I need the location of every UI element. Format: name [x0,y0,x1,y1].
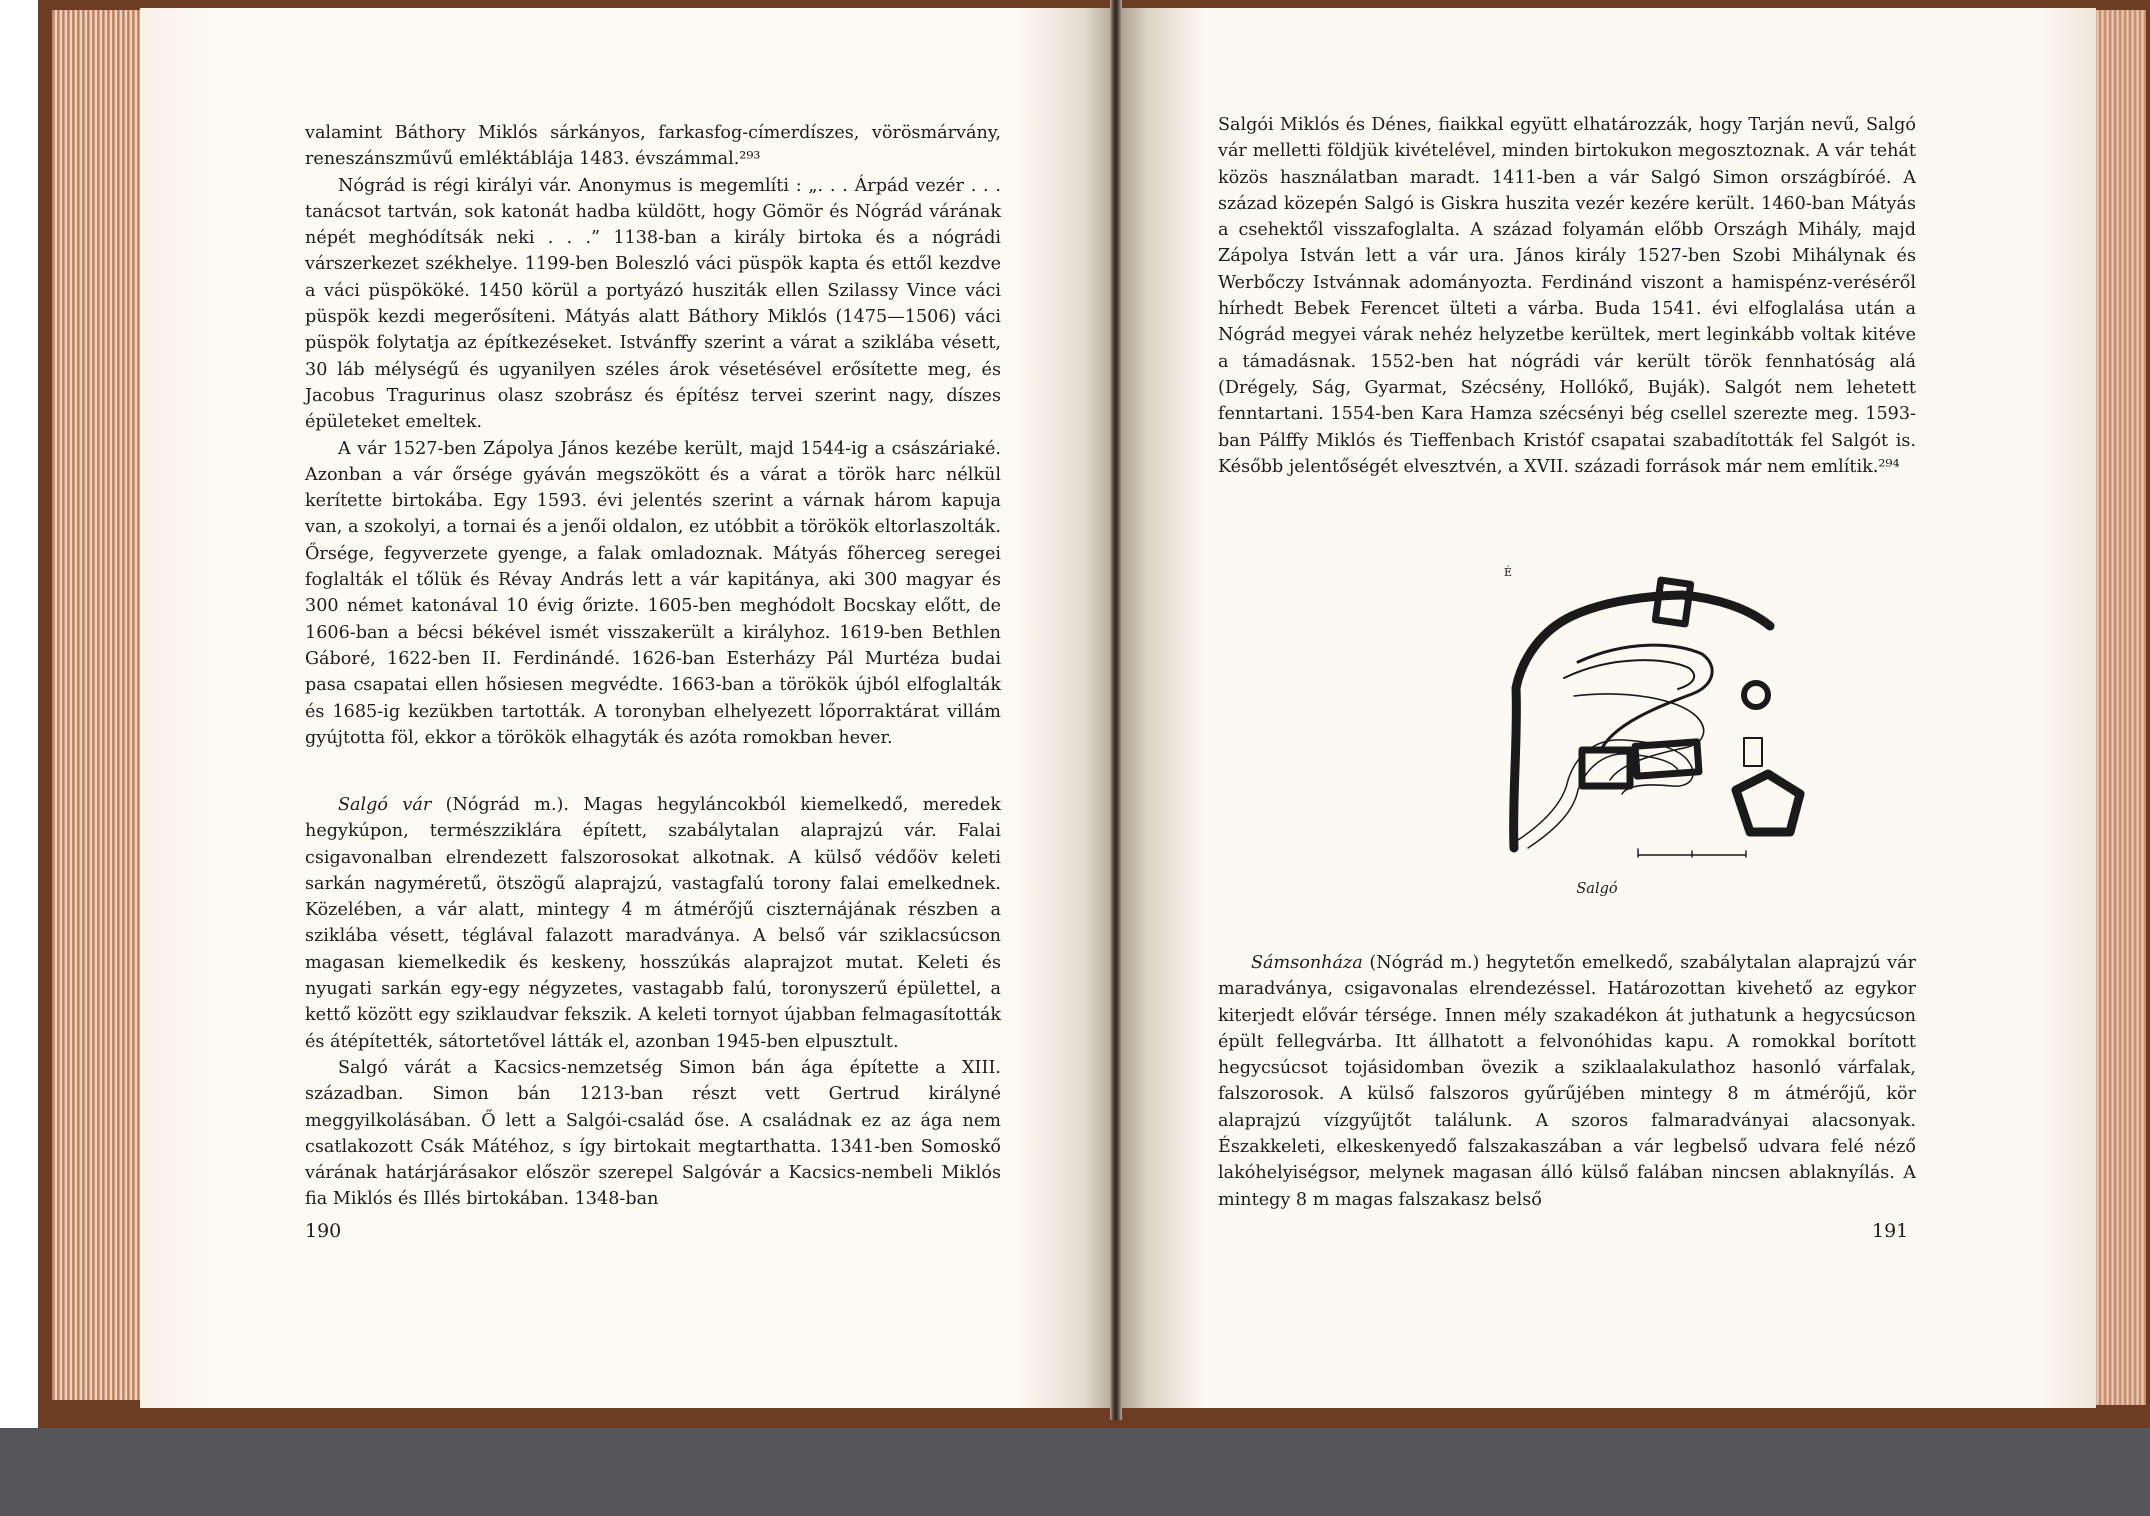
approach-path-inner [1528,754,1678,848]
left-page-edges [52,10,142,1400]
east-tower [1744,738,1762,766]
outer-wall [1514,595,1682,848]
left-text-block-1 [305,120,1001,751]
right-page-edges [2092,10,2146,1405]
paragraph: Salgó várát a Kacsics-nemzetség Simon bán ága építette a XIII. században. Simon bán 1213-ban részt vett Gertrud királyné meggyilkolásában. Ő lett a Salgói-család őse. A családnak ez az ága nem csatlakozott Csák Mátéhoz, s így birtokait megtarthatta. 1341-ben Somoskő várának határjárásakor először szerepel Salgóvár a Kacsics-nembeli Miklós fia Miklós és Illés birtokában. 1348-ban [305,1057,1001,1210]
salgo-castle-plan [1414,548,1850,865]
approach-path-outer [1518,740,1693,840]
page-number: 190 [305,1220,342,1242]
north-marker: É [1504,566,1513,579]
east-wall [1682,595,1770,626]
scale-bar [1638,849,1746,857]
entry-text: (Nógrád m.). Magas hegyláncokból kiemelkedő, meredek hegykúpon, természziklára épített, szabálytalan alaprajzú vár. Falai csigavonalban elrendezett falszorosokat alkotnak. A külső védőöv keleti sarkán nagyméretű, ötszögű alaprajzú, vastagfalú torony falai emelkednek. Közelében, a vár alatt, mintegy 4 m átmérőjű ciszternájának részben a sziklába vésett, téglával falazott maradványa. A belső vár sziklacsúcson magasan kiemelkedik és keskeny, hosszúkás alaprajzot mutat. Keleti és nyugati sarkán egy-egy négyzetes, vastagabb falú, toronyszerű épülettel, a kettő között egy sziklaudvar fekszik. A keleti tornyot újabban felmagasították és átépítették, sátortetővel látták el, azonban 1945-ben elpusztult. [305,795,1001,1052]
entry-title: Sámsonháza [1251,953,1363,973]
figure-caption: Salgó [1576,881,1618,897]
paragraph: valamint Báthory Miklós sárkányos, farkasfog-címerdíszes, vörösmárvány, reneszánszművű emléktáblája 1483. évszámmal.²⁹³ [305,123,1001,170]
right-page [1118,8,2096,1408]
paragraph: Nógrád is régi királyi vár. Anonymus is megemlíti : „. . . Árpád vezér . . . tanácsot tartván, sok katonát hadba küldött, hogy Gömör és Nógrád várának népét meghódítsák neki . . .” 1138-ban a király birtoka és a nógrádi várszerkezet székhelye. 1199-ben Boleszló váci püspök kapta és ettől kezdve a váci püspököké. 1450 körül a portyázó husziták ellen Szilassy Vince váci püspök kezdi megerősíteni. Mátyás alatt Báthory Miklós (1475—1506) váci püspök folytatja az építkezéseket. Istvánffy szerint a várat a sziklába vésett, 30 láb mélységű és ugyanilyen széles árok vésetésével erősítette meg, és Jacobus Tragurinus olasz szobrász és építész tervei szerint nagy, díszes épületeket emeltek. [305,175,1001,433]
north-tower [1655,580,1690,624]
page-number: 191 [1872,1220,1909,1242]
entry-text: (Nógrád m.) hegytetőn emelkedő, szabálytalan alaprajzú vár maradványa, csigavonalas elrendezéssel. Határozottan kivehető az egykor kiterjedt elővár térsége. Innen mély szakadékon át juthatunk a hegycsúcson épült fellegvárba. Itt állhatott a felvonóhidas kapu. A romokkal borított hegycsúcsot tojásidomban övezik a sziklaalakulathoz hasonló várfalak, falszorosok. A külső falszoros gyűrűjében mintegy 8 m átmérőjű, kör alaprajzú vízgyűjtőt találunk. A szoros falmaradványai alacsonyak. Északkeleti, elkeskenyedő falszakaszában a vár legbelső udvara felé néző lakóhelyiségsor, melynek magasan álló külső falában nincsen ablaknyílás. A mintegy 8 m magas falszakasz belső [1218,953,1916,1210]
inner-wall-2 [1564,660,1694,689]
entry-paragraph [1218,950,1916,1213]
left-page [140,8,1113,1408]
left-text-block-2 [305,792,1001,1213]
cistern [1744,683,1768,707]
right-text-block-2 [1218,950,1916,1213]
inner-wall [1578,645,1712,752]
right-text-block-1 [1218,112,1916,480]
scanner-background [0,1428,2150,1516]
book-gutter [1110,0,1122,1420]
entry-title: Salgó vár [338,795,432,815]
pentagon-tower [1736,774,1800,832]
paragraph: A vár 1527-ben Zápolya János kezébe került, majd 1544-ig a császáriaké. Azonban a vár őrsége gyáván megszökött és a várat a török harc nélkül kerítette birtokába. Egy 1593. évi jelentés szerint a várnak három kapuja van, a szokolyi, a tornai és a jenői oldalon, ez utóbbit a törökök eltorlaszolták. Őrsége, fegyverzete gyenge, a falak omladoznak. Mátyás főherceg seregei foglalták el tőlük és Révay András lett a vár kapitánya, aki 300 magyar és 300 német katonával 10 évig őrizte. 1605-ben meghódolt Bocskay előtt, de 1606-ban a bécsi békével ismét visszakerült a királyhoz. 1619-ben Bethlen Gáboré, 1622-ben II. Ferdinándé. 1626-ban Esterházy Pál Murtéza budai pasa csapatai ellen hősiesen megvédte. 1663-ban a törökök újból elfoglalták és 1685-ig kezükben tartották. A toronyban elhelyezett lőporraktárat villám gyújtotta föl, ekkor a törökök elhagyták és azóta romokban hever. [305,438,1001,748]
paragraph: Salgói Miklós és Dénes, fiaikkal együtt elhatározzák, hogy Tarján nevű, Salgó vár melletti földjük kivételével, minden birtokukon megosztoznak. A vár tehát közös használatban maradt. 1411-ben a vár Salgó Simon országbíróé. A század közepén Salgó is Giskra huszita vezér kezére került. 1460-ban Mátyás a csehektől visszafoglalta. A század folyamán előbb Országh Mihály, majd Zápolya István lett a vár ura. János király 1527-ben Szobi Mihálynak és Werbőczy Istvánnak adományozta. Ferdinánd viszont a hamispénz-veréséről hírhedt Bebek Ferencet ülteti a várba. Buda 1541. évi elfoglalása után a Nógrád megyei várak nehéz helyzetbe kerültek, mert leginkább voltak kitéve a támadásnak. 1552-ben hat nógrádi vár került török fennhatóság alá (Drégely, Ság, Gyarmat, Szécsény, Hollókő, Buják). Salgót nem lehetett fenntartani. 1554-ben Kara Hamza szécsényi bég csellel szerezte meg. 1593-ban Pálffy Miklós és Tieffenbach Kristóf csapatai szabadították fel Salgót is. Később jelentőségét elvesztvén, a XVII. századi források már nem említik.²⁹⁴ [1218,115,1916,477]
entry-paragraph [305,792,1001,1055]
